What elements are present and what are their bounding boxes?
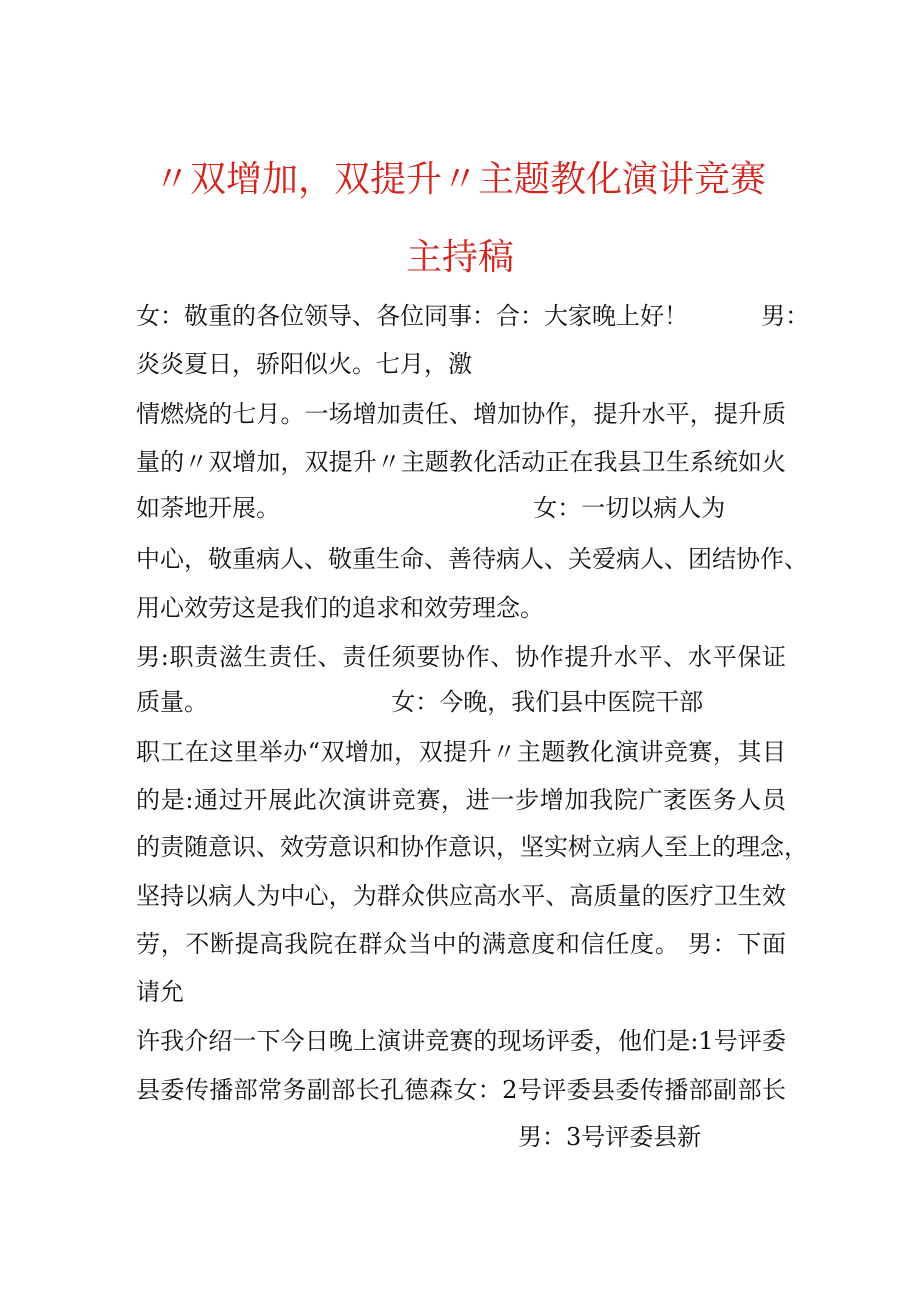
body-line-2: 炎炎夏日，骄阳似火。七月，激 [136, 350, 472, 378]
document-title-line-1: 〃双增加，双提升〃主题教化演讲竞赛 [153, 159, 766, 200]
body-line-6: 中心，敬重病人、敬重生命、善待病人、关爱病人、团结协作、 [136, 545, 808, 573]
body-line-18: 男：3号评委县新 [518, 1123, 702, 1151]
body-line-9 [136, 686, 703, 718]
body-line-16: 许我介绍一下今日晚上演讲竞赛的现场评委，他们是:1号评委 [136, 1027, 786, 1055]
body-line-7: 用心效劳这是我们的追求和效劳理念。 [136, 594, 544, 622]
body-line-12: 的责随意识、效劳意识和协作意识，坚实树立病人至上的理念， [136, 833, 808, 861]
body-line-4: 量的〃双增加，双提升〃主题教化活动正在我县卫生系统如火 [136, 448, 786, 476]
body-line-10: 职工在这里举办“双增加，双提升〃主题教化演讲竞赛，其目 [136, 738, 786, 766]
body-line-5-left: 如荼地开展。 [136, 494, 280, 522]
body-line-11: 的是:通过开展此次演讲竞赛，进一步增加我院广袤医务人员 [136, 786, 786, 814]
body-line-17: 县委传播部常务副部长孔德森女：2号评委县委传播部副部长 [136, 1076, 786, 1104]
body-line-9-right: 女：今晚，我们县中医院干部 [391, 688, 704, 716]
body-line-8: 男:职责滋生责任、责任须要协作、协作提升水平、水平保证 [136, 643, 786, 671]
body-line-1-left: 女：敬重的各位领导、各位同事：合：大家晚上好！ [136, 302, 688, 330]
body-line-15: 请允 [136, 978, 184, 1006]
body-line-13: 坚持以病人为中心，为群众供应高水平、高质量的医疗卫生效 [136, 882, 786, 910]
document-title-line-2: 主持稿 [405, 237, 514, 278]
body-line-14: 劳，不断提高我院在群众当中的满意度和信任度。 男：下面 [136, 930, 786, 958]
body-line-1-right: 男： [761, 302, 810, 330]
body-line-9-left: 质量。 [136, 688, 208, 716]
body-line-3: 情燃烧的七月。一场增加责任、增加协作，提升水平，提升质 [136, 400, 786, 428]
body-line-5 [136, 492, 725, 524]
body-line-5-right: 女：一切以病人为 [533, 494, 726, 522]
body-line-1 [136, 300, 809, 332]
